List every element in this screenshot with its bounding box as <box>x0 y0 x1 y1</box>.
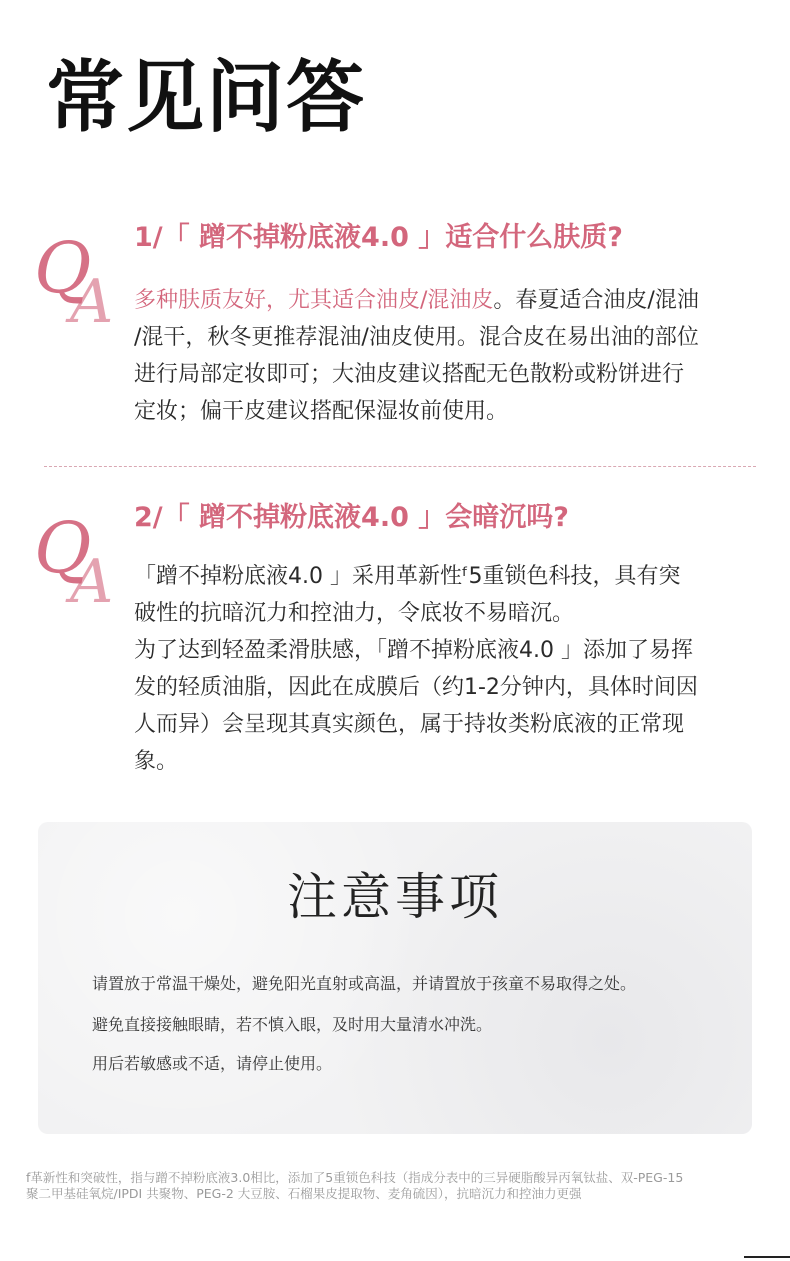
faq-answer-1-line: 。春夏适合油皮/混油 <box>493 288 699 313</box>
svg-text:A: A <box>70 267 114 330</box>
notice-card <box>38 822 752 1134</box>
section-divider <box>44 466 756 467</box>
page-title: 常见问答 <box>46 53 367 143</box>
faq-answer-2-line: 象。 <box>134 749 179 774</box>
bottom-rule <box>744 1256 790 1258</box>
qa-logo-icon <box>30 500 140 610</box>
notice-item: 请置放于常温干燥处，避免阳光直射或高温，并请置放于孩童不易取得之处。 <box>92 974 637 993</box>
faq-answer-1-highlight: 多种肤质友好，尤其适合油皮/混油皮 <box>134 288 494 313</box>
faq-answer-2 <box>134 558 760 780</box>
faq-answer-2-line: 发的轻质油脂，因此在成膜后（约1-2分钟内，具体时间因 <box>134 675 698 700</box>
qa-logo-icon <box>30 220 140 330</box>
notice-item: 避免直接接触眼睛，若不慎入眼，及时用大量清水冲洗。 <box>92 1015 493 1034</box>
svg-text:Q: Q <box>34 227 92 309</box>
faq-answer-1 <box>134 282 760 430</box>
notice-item: 用后若敏感或不适，请停止使用。 <box>92 1054 333 1073</box>
faq-answer-1-line: 进行局部定妆即可；大油皮建议搭配无色散粉或粉饼进行 <box>134 362 685 387</box>
faq-answer-2-line: 为了达到轻盈柔滑肤感，「蹭不掉粉底液4.0 」添加了易挥 <box>134 638 693 663</box>
footnote <box>26 1170 770 1202</box>
notice-title: 注意事项 <box>287 868 503 926</box>
faq-question-2: 2/「 蹭不掉粉底液4.0 」会暗沉吗? <box>134 502 569 533</box>
faq-question-1: 1/「 蹭不掉粉底液4.0 」适合什么肤质? <box>134 222 623 253</box>
faq-answer-2-line: 「蹭不掉粉底液4.0 」采用革新性ᶠ5重锁色科技，具有突 <box>134 564 681 589</box>
footnote-line: f革新性和突破性，指与蹭不掉粉底液3.0相比，添加了5重锁色科技（指成分表中的三异硬脂酸异丙氧钛盐、双-PEG-15 <box>26 1170 684 1185</box>
svg-text:Q: Q <box>34 507 92 589</box>
footnote-line: 聚二甲基硅氧烷/IPDI 共聚物、PEG-2 大豆胺、石榴果皮提取物、麦角硫因），抗暗沉力和控油力更强 <box>26 1186 582 1201</box>
faq-answer-1-line: 定妆；偏干皮建议搭配保湿妆前使用。 <box>134 399 509 424</box>
faq-answer-2-line: 破性的抗暗沉力和控油力，令底妆不易暗沉。 <box>134 601 575 626</box>
faq-answer-2-line: 人而异）会呈现其真实颜色，属于持妆类粉底液的正常现 <box>134 712 685 737</box>
svg-text:A: A <box>70 547 114 610</box>
faq-answer-1-line: /混干，秋冬更推荐混油/油皮使用。混合皮在易出油的部位 <box>134 325 699 350</box>
